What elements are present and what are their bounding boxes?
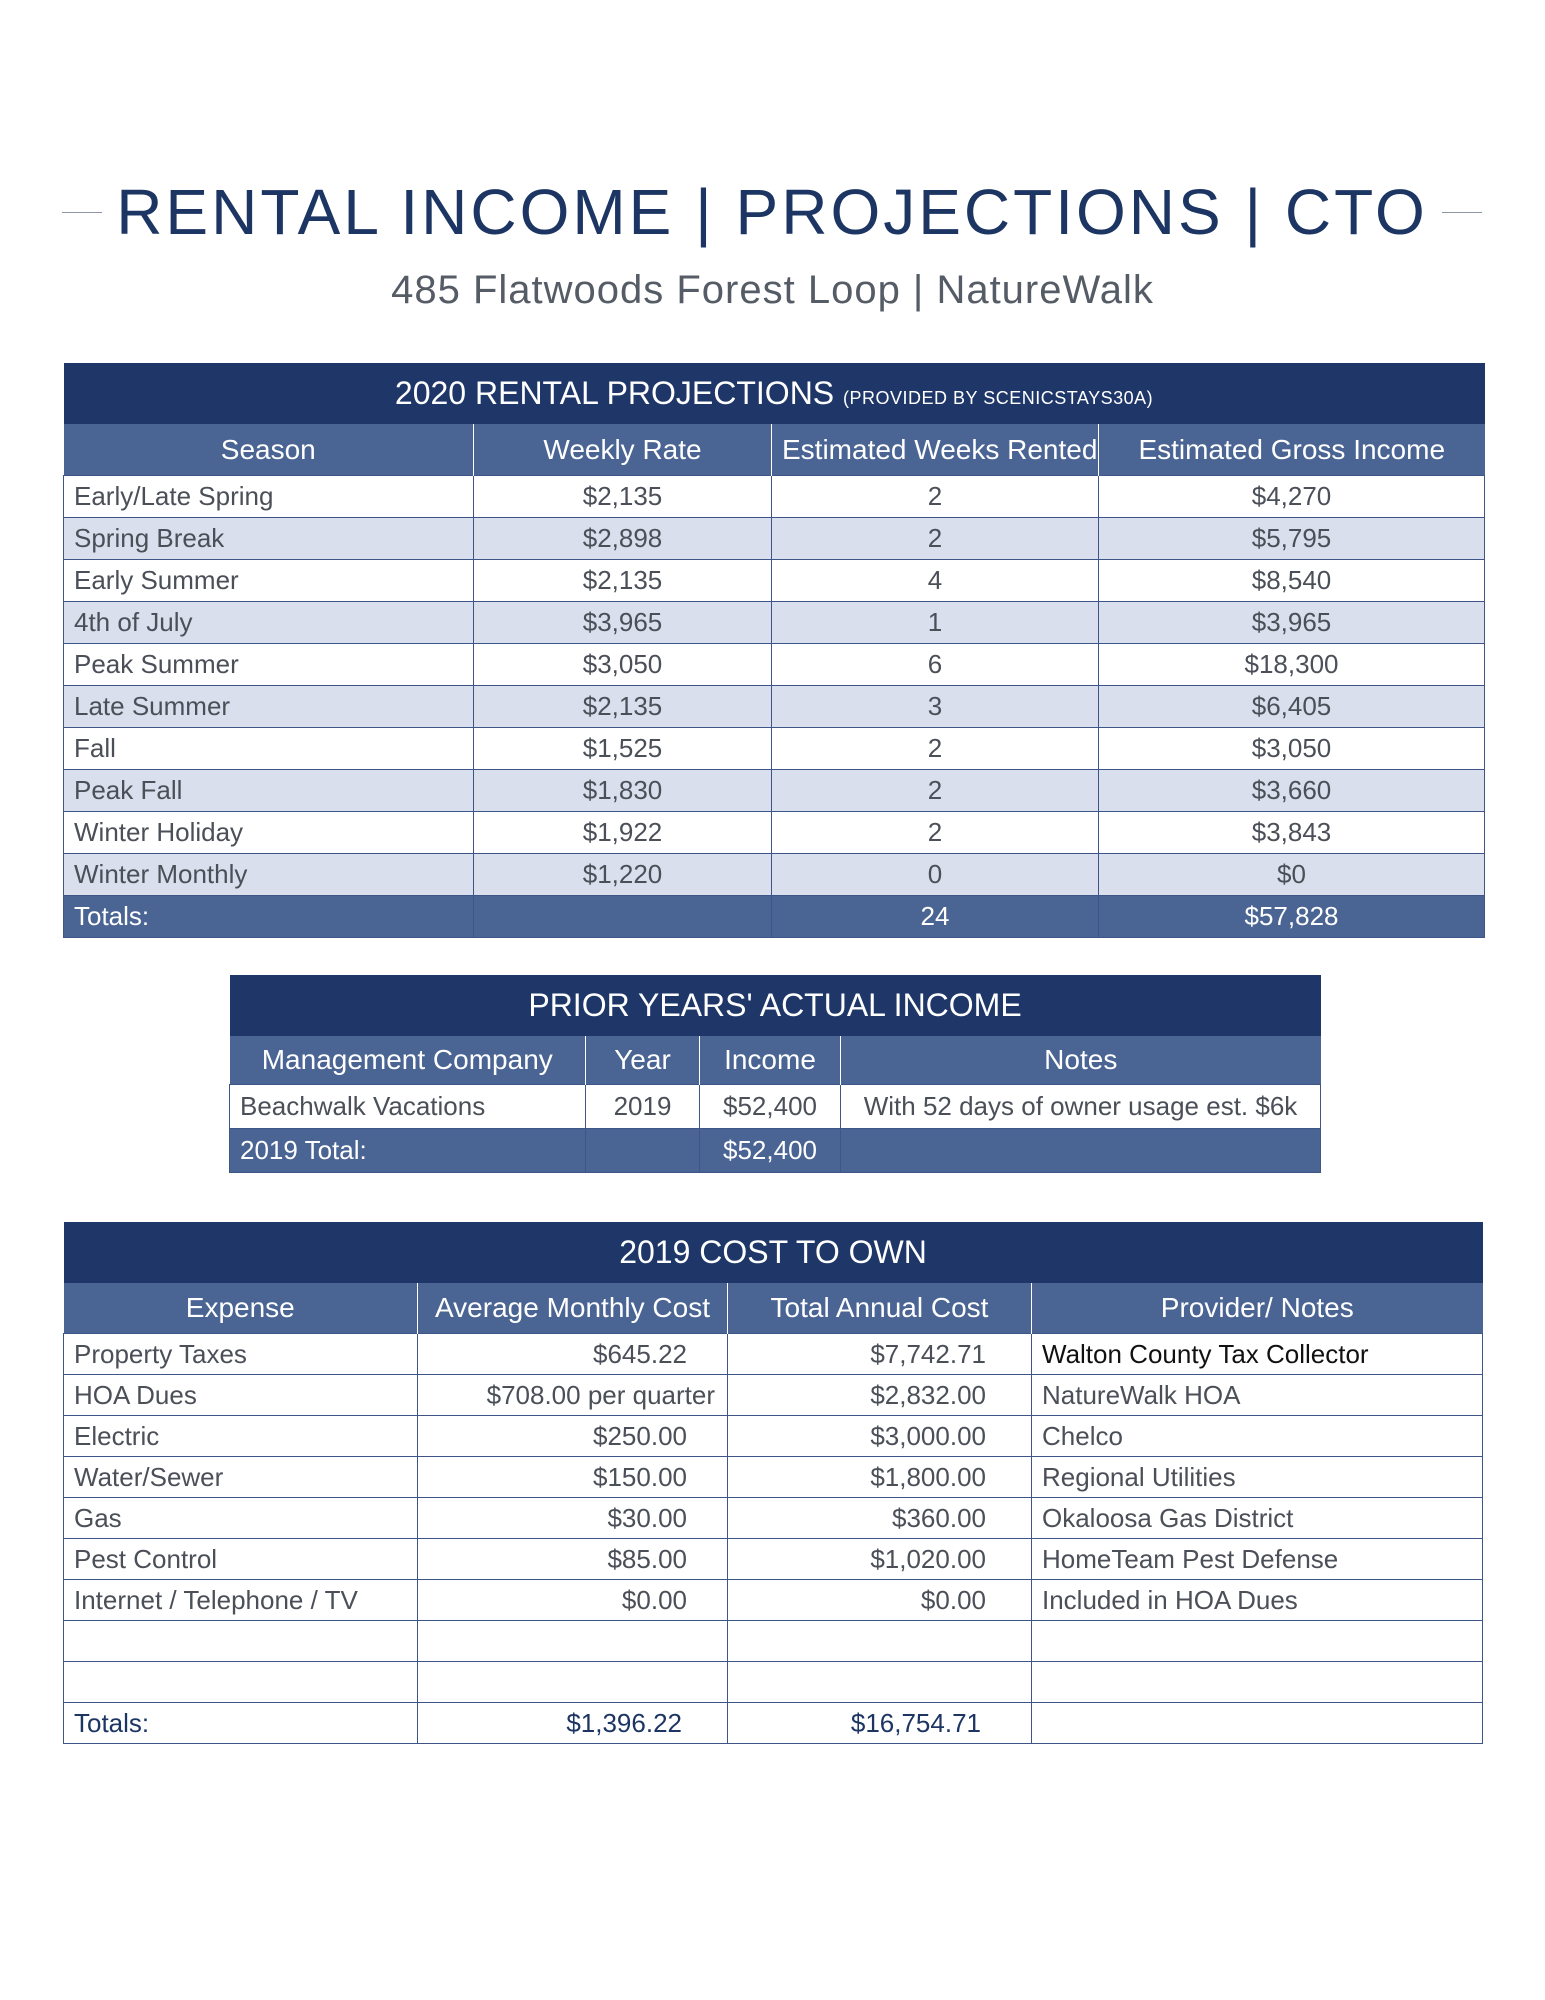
annual-cell: $3,000.00 [728, 1416, 1032, 1457]
prior-totals-row [230, 1129, 1321, 1173]
expense-cell: Internet / Telephone / TV [64, 1580, 418, 1621]
table-row [64, 812, 1485, 854]
column-header: Estimated Weeks Rented [772, 424, 1099, 476]
prior-title: PRIOR YEARS' ACTUAL INCOME [230, 975, 1321, 1036]
season-cell: Peak Summer [64, 644, 474, 686]
table-row [230, 1085, 1321, 1129]
expense-cell: HOA Dues [64, 1375, 418, 1416]
rate-cell: $2,135 [474, 560, 772, 602]
projections-caption [64, 363, 1485, 424]
table-row [64, 602, 1485, 644]
weeks-cell: 3 [772, 686, 1099, 728]
season-cell: Spring Break [64, 518, 474, 560]
weeks-cell: 2 [772, 728, 1099, 770]
column-header: Expense [64, 1283, 418, 1334]
rate-cell: $2,135 [474, 476, 772, 518]
table-row [64, 644, 1485, 686]
provider-cell: HomeTeam Pest Defense [1032, 1539, 1483, 1580]
projections-totals-row [64, 896, 1485, 938]
weeks-cell: 4 [772, 560, 1099, 602]
rate-cell: $1,830 [474, 770, 772, 812]
annual-cell: $7,742.71 [728, 1334, 1032, 1375]
monthly-cell: $645.22 [418, 1334, 728, 1375]
empty-cell [1032, 1662, 1483, 1703]
weeks-cell: 2 [772, 518, 1099, 560]
column-header: Year [586, 1036, 700, 1085]
column-header: Average Monthly Cost [418, 1283, 728, 1334]
monthly-cell: $85.00 [418, 1539, 728, 1580]
notes-cell: With 52 days of owner usage est. $6k [841, 1085, 1321, 1129]
column-header: Provider/ Notes [1032, 1283, 1483, 1334]
table-row [64, 1498, 1483, 1539]
season-cell: Early/Late Spring [64, 476, 474, 518]
column-header: Estimated Gross Income [1099, 424, 1485, 476]
annual-cell: $1,020.00 [728, 1539, 1032, 1580]
season-cell: Early Summer [64, 560, 474, 602]
monthly-cell: $150.00 [418, 1457, 728, 1498]
cost-to-own-table [63, 1222, 1483, 1744]
expense-cell: Gas [64, 1498, 418, 1539]
table-row [64, 854, 1485, 896]
page-title: RENTAL INCOME | PROJECTIONS | CTO [116, 176, 1428, 248]
provider-cell: Walton County Tax Collector [1032, 1334, 1483, 1375]
provider-cell: Included in HOA Dues [1032, 1580, 1483, 1621]
rate-cell: $3,050 [474, 644, 772, 686]
table-row [64, 686, 1485, 728]
prior-caption-row [230, 975, 1321, 1036]
empty-cell [418, 1662, 728, 1703]
empty-row [64, 1662, 1483, 1703]
provider-cell: NatureWalk HOA [1032, 1375, 1483, 1416]
season-cell: Late Summer [64, 686, 474, 728]
table-row [64, 1375, 1483, 1416]
income-cell: $52,400 [700, 1085, 841, 1129]
season-cell: Winter Holiday [64, 812, 474, 854]
weeks-cell: 6 [772, 644, 1099, 686]
empty-cell [1032, 1621, 1483, 1662]
provider-cell: Okaloosa Gas District [1032, 1498, 1483, 1539]
weeks-cell: 2 [772, 476, 1099, 518]
income-cell: $3,050 [1099, 728, 1485, 770]
table-row [64, 1334, 1483, 1375]
company-cell: Beachwalk Vacations [230, 1085, 586, 1129]
total-income: $57,828 [1099, 896, 1485, 938]
income-cell: $4,270 [1099, 476, 1485, 518]
empty-cell [1032, 1703, 1483, 1744]
table-row [64, 1416, 1483, 1457]
table-row [64, 518, 1485, 560]
column-header: Notes [841, 1036, 1321, 1085]
cost-totals-row [64, 1703, 1483, 1744]
table-row [64, 560, 1485, 602]
rental-projections-table [63, 363, 1485, 938]
annual-cell: $0.00 [728, 1580, 1032, 1621]
empty-cell [64, 1621, 418, 1662]
rate-cell: $2,135 [474, 686, 772, 728]
title-row [62, 172, 1482, 252]
totals-label: 2019 Total: [230, 1129, 586, 1173]
year-cell: 2019 [586, 1085, 700, 1129]
total-monthly: $1,396.22 [418, 1703, 728, 1744]
prior-income-table [229, 975, 1321, 1173]
income-cell: $3,660 [1099, 770, 1485, 812]
column-header: Income [700, 1036, 841, 1085]
empty-cell [841, 1129, 1321, 1173]
empty-cell [64, 1662, 418, 1703]
empty-row [64, 1621, 1483, 1662]
annual-cell: $2,832.00 [728, 1375, 1032, 1416]
cost-caption-row [64, 1222, 1483, 1283]
season-cell: Fall [64, 728, 474, 770]
table-row [64, 770, 1485, 812]
empty-cell [728, 1662, 1032, 1703]
expense-cell: Property Taxes [64, 1334, 418, 1375]
table-row [64, 1457, 1483, 1498]
column-header: Management Company [230, 1036, 586, 1085]
rate-cell: $3,965 [474, 602, 772, 644]
projections-title: 2020 RENTAL PROJECTIONS [394, 375, 835, 411]
empty-cell [728, 1621, 1032, 1662]
season-cell: Winter Monthly [64, 854, 474, 896]
monthly-cell: $250.00 [418, 1416, 728, 1457]
totals-label: Totals: [64, 1703, 418, 1744]
empty-cell [418, 1621, 728, 1662]
title-rule-right [1442, 212, 1482, 213]
expense-cell: Pest Control [64, 1539, 418, 1580]
income-cell: $6,405 [1099, 686, 1485, 728]
income-cell: $3,843 [1099, 812, 1485, 854]
column-header: Total Annual Cost [728, 1283, 1032, 1334]
season-cell: Peak Fall [64, 770, 474, 812]
weeks-cell: 0 [772, 854, 1099, 896]
annual-cell: $1,800.00 [728, 1457, 1032, 1498]
table-row [64, 1539, 1483, 1580]
rate-cell: $1,525 [474, 728, 772, 770]
rate-cell: $1,922 [474, 812, 772, 854]
prior-header-row [230, 1036, 1321, 1085]
provider-cell: Chelco [1032, 1416, 1483, 1457]
table-row [64, 1580, 1483, 1621]
income-cell: $5,795 [1099, 518, 1485, 560]
total-annual: $16,754.71 [728, 1703, 1032, 1744]
income-cell: $0 [1099, 854, 1485, 896]
column-header: Season [64, 424, 474, 476]
income-cell: $18,300 [1099, 644, 1485, 686]
page-subtitle: 485 Flatwoods Forest Loop | NatureWalk [391, 268, 1154, 312]
table-row [64, 728, 1485, 770]
weeks-cell: 2 [772, 770, 1099, 812]
rate-cell: $1,220 [474, 854, 772, 896]
total-income: $52,400 [700, 1129, 841, 1173]
season-cell: 4th of July [64, 602, 474, 644]
table-row [64, 476, 1485, 518]
empty-cell [474, 896, 772, 938]
annual-cell: $360.00 [728, 1498, 1032, 1539]
monthly-cell: $30.00 [418, 1498, 728, 1539]
projections-header-row [64, 424, 1485, 476]
provider-cell: Regional Utilities [1032, 1457, 1483, 1498]
weeks-cell: 1 [772, 602, 1099, 644]
empty-cell [586, 1129, 700, 1173]
totals-label: Totals: [64, 896, 474, 938]
title-rule-left [62, 212, 102, 213]
income-cell: $8,540 [1099, 560, 1485, 602]
projections-title-note: (PROVIDED BY SCENICSTAYS30A) [843, 388, 1154, 408]
total-weeks: 24 [772, 896, 1099, 938]
monthly-cell: $0.00 [418, 1580, 728, 1621]
expense-cell: Electric [64, 1416, 418, 1457]
projections-caption-row [64, 363, 1485, 424]
weeks-cell: 2 [772, 812, 1099, 854]
expense-cell: Water/Sewer [64, 1457, 418, 1498]
rate-cell: $2,898 [474, 518, 772, 560]
cost-header-row [64, 1283, 1483, 1334]
cost-title: 2019 COST TO OWN [64, 1222, 1483, 1283]
monthly-cell: $708.00 per quarter [418, 1375, 728, 1416]
column-header: Weekly Rate [474, 424, 772, 476]
income-cell: $3,965 [1099, 602, 1485, 644]
